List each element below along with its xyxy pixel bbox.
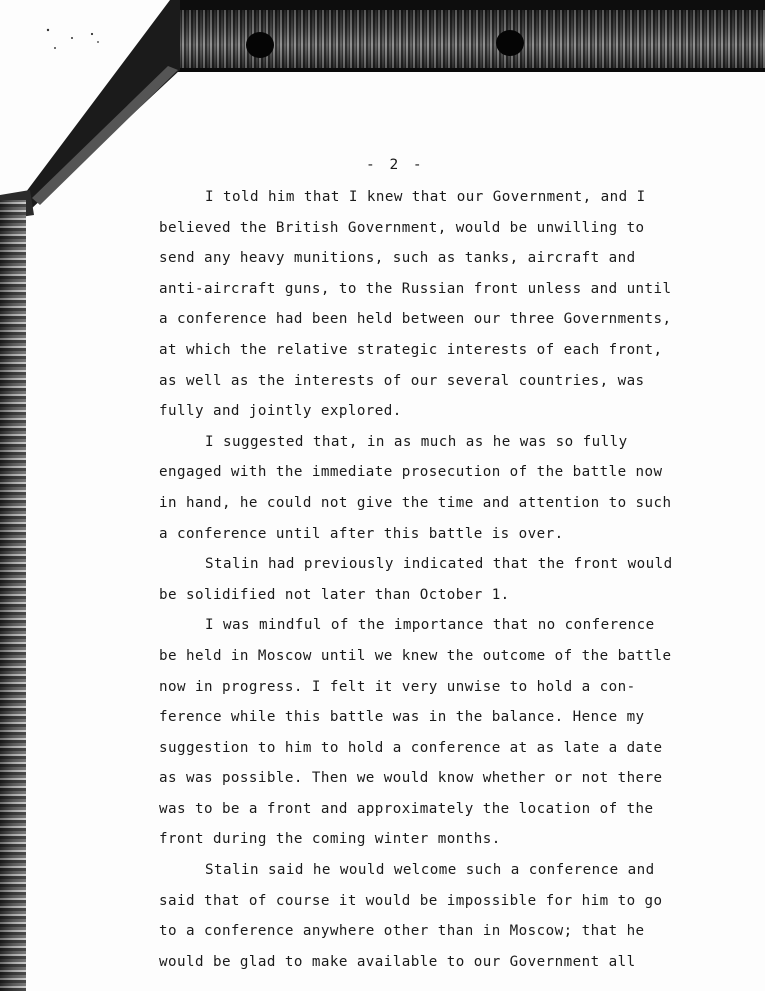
text-line: I suggested that, in as much as he was so fully: [205, 433, 628, 450]
text-line: at which the relative strategic interests of each front,: [159, 341, 663, 358]
text-line: was to be a front and approximately the location of the: [159, 800, 654, 817]
text-line: to a conference anywhere other than in Moscow; that he: [159, 923, 645, 940]
text-line: ference while this battle was in the balance. Hence my: [159, 709, 645, 726]
body-text: [159, 182, 719, 977]
text-line: I was mindful of the importance that no conference: [205, 617, 655, 634]
text-line: I told him that I knew that our Government, and I: [205, 189, 646, 205]
text-line: fully and jointly explored.: [159, 403, 402, 420]
text-line: engaged with the immediate prosecution of the battle now: [159, 464, 663, 481]
scan-left-band: [0, 200, 26, 991]
text-line: be solidified not later than October 1.: [159, 586, 510, 603]
text-line: send any heavy munitions, such as tanks, aircraft and: [159, 250, 636, 267]
text-line: a conference had been held between our three Governments,: [159, 311, 672, 328]
punch-hole-right: [496, 30, 524, 56]
text-line: front during the coming winter months.: [159, 831, 501, 848]
text-line: Stalin said he would welcome such a conference and: [205, 862, 655, 879]
text-line: would be glad to make available to our Government all: [159, 953, 636, 970]
scan-folded-corner: [0, 0, 180, 220]
text-line: said that of course it would be impossible for him to go: [159, 892, 663, 909]
text-line: be held in Moscow until we knew the outcome of the battle: [159, 647, 672, 664]
text-line: believed the British Government, would be unwilling to: [159, 219, 645, 236]
text-line: a conference until after this battle is over.: [159, 525, 564, 542]
text-line: Stalin had previously indicated that the front would: [205, 556, 673, 573]
page-number: - 2 -: [366, 157, 425, 173]
punch-hole-left: [246, 32, 274, 58]
text-line: as was possible. Then we would know whether or not there: [159, 770, 663, 787]
text-line: anti-aircraft guns, to the Russian front unless and until: [159, 280, 672, 297]
text-line: as well as the interests of our several countries, was: [159, 372, 645, 389]
text-line: suggestion to him to hold a conference at as late a date: [159, 739, 663, 756]
text-line: in hand, he could not give the time and attention to such: [159, 494, 672, 511]
text-line: now in progress. I felt it very unwise to hold a con-: [159, 678, 636, 695]
